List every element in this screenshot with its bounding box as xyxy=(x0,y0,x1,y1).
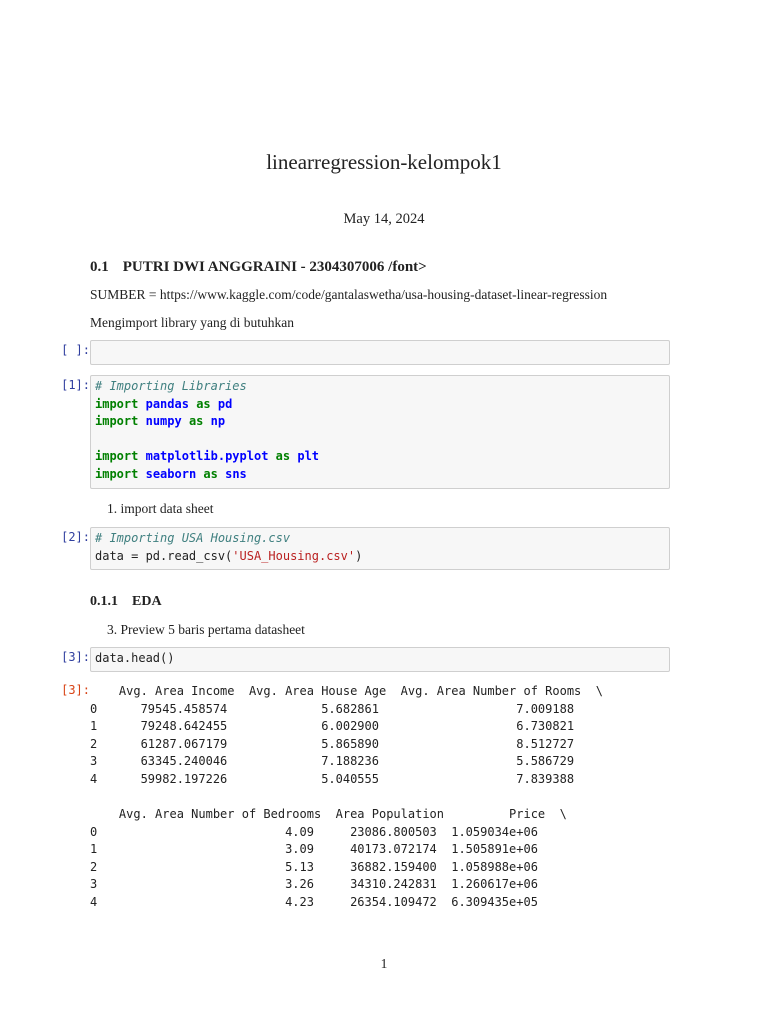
table-row: 4 59982.197226 5.040555 7.839388 xyxy=(90,771,575,786)
table-row: 0 79545.458574 5.682861 7.009188 xyxy=(90,701,575,716)
module-name: seaborn xyxy=(145,466,197,481)
page-number: 1 xyxy=(380,956,388,971)
table-header: Avg. Area Number of Bedrooms Area Population Price \ xyxy=(90,807,567,821)
table-row: 1 79248.642455 6.002900 6.730821 xyxy=(90,719,575,733)
list-item xyxy=(107,501,213,517)
source-line: SUMBER = https://www.kaggle.com/code/gantalaswetha/usa-housing-dataset-linear-regression xyxy=(90,287,608,302)
section-heading xyxy=(90,259,427,276)
subsection-heading xyxy=(90,594,162,610)
section-number: 0.1 xyxy=(90,259,109,275)
table-row: 0 4.09 23086.800503 1.059034e+06 xyxy=(90,824,538,839)
table-row: 3 63345.240046 7.188236 5.586729 xyxy=(90,754,575,768)
document-title: linearregression-kelompok1 xyxy=(266,150,502,174)
keyword-as: as xyxy=(188,414,204,428)
module-alias: plt xyxy=(297,449,320,463)
keyword-as: as xyxy=(275,449,291,463)
module-alias: sns xyxy=(225,466,247,481)
keyword-import: import xyxy=(95,449,139,463)
output-table-1 xyxy=(90,683,603,788)
cell-prompt-empty: [ ]: xyxy=(61,343,90,357)
list-item xyxy=(107,622,305,638)
module-name: pandas xyxy=(145,396,189,411)
code-cell-imports[interactable] xyxy=(90,375,670,489)
code-comment: # Importing USA Housing.csv xyxy=(95,531,291,545)
keyword-as: as xyxy=(203,466,218,481)
output-table-2 xyxy=(90,806,567,911)
code-comment: # Importing Libraries xyxy=(95,379,247,393)
table-row: 2 61287.067179 5.865890 8.512727 xyxy=(90,736,575,751)
list-text: import data sheet xyxy=(120,501,214,516)
subsection-title: EDA xyxy=(132,594,162,609)
document-date: May 14, 2024 xyxy=(343,211,425,227)
code-string: 'USA_Housing.csv' xyxy=(232,548,356,563)
subsection-number: 0.1.1 xyxy=(90,594,118,609)
cell-prompt-imports: [1]: xyxy=(61,378,90,392)
code-cell-empty[interactable] xyxy=(90,340,670,365)
table-row: 3 3.26 34310.242831 1.260617e+06 xyxy=(90,877,538,891)
cell-prompt-read-csv: [2]: xyxy=(61,530,90,544)
list-marker: 3. xyxy=(107,622,118,637)
list-marker: 1. xyxy=(107,501,118,516)
cell-prompt-output: [3]: xyxy=(61,683,90,697)
table-row: 4 4.23 26354.109472 6.309435e+05 xyxy=(90,894,538,909)
code-cell-read-csv[interactable] xyxy=(90,527,670,570)
keyword-import: import xyxy=(95,414,139,428)
keyword-as: as xyxy=(196,396,211,411)
keyword-import: import xyxy=(95,466,139,481)
section-title: PUTRI DWI ANGGRAINI - 2304307006 /font> xyxy=(122,259,427,275)
module-name: matplotlib.pyplot xyxy=(145,449,269,463)
module-alias: np xyxy=(210,414,226,428)
module-name: numpy xyxy=(145,414,182,428)
table-header: Avg. Area Income Avg. Area House Age Avg. Area Number of Rooms \ xyxy=(90,684,603,698)
keyword-import: import xyxy=(95,396,139,411)
intro-text: Mengimport library yang di butuhkan xyxy=(90,315,294,330)
code-text: ) xyxy=(355,548,363,563)
table-row: 2 5.13 36882.159400 1.058988e+06 xyxy=(90,859,538,874)
module-alias: pd xyxy=(217,396,233,411)
cell-prompt-head: [3]: xyxy=(61,650,90,664)
code-text: data = pd.read_csv( xyxy=(95,548,233,563)
list-text: Preview 5 baris pertama datasheet xyxy=(120,622,305,637)
code-cell-head[interactable]: data.head() xyxy=(90,647,670,672)
table-row: 1 3.09 40173.072174 1.505891e+06 xyxy=(90,842,538,856)
